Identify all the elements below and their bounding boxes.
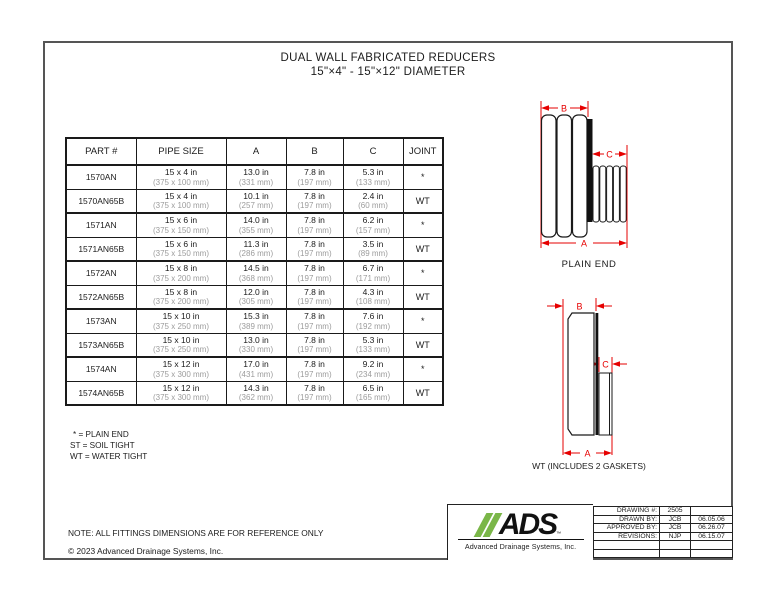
legend-soil-tight: ST = SOIL TIGHT [70,441,135,450]
title-block-cell [660,541,691,550]
dim-label-a: A [580,238,588,249]
wt-caption: WT (INCLUDES 2 GASKETS) [532,461,646,471]
title-block-cell [594,541,660,550]
col-header-part: PART # [66,138,136,165]
col-header-c: C [343,138,403,165]
table-row [66,285,443,309]
table-cell: WT [403,381,443,405]
table-cell: 7.8 in (197 mm) [286,357,343,381]
table-row [66,261,443,285]
title-block-row [594,532,733,541]
table-cell: 7.8 in (197 mm) [286,381,343,405]
title-block-cell [691,541,733,550]
table-cell: 1570AN [66,165,136,189]
table-cell: 2.4 in (60 mm) [343,189,403,213]
col-header-b: B [286,138,343,165]
table-cell: 4.3 in (108 mm) [343,285,403,309]
table-cell: 1573AN65B [66,333,136,357]
table-row [66,165,443,189]
title-block-cell: JCB [660,515,691,524]
legend-plain-end: * = PLAIN END [73,430,129,439]
table-cell: 6.2 in (157 mm) [343,213,403,237]
plain-end-caption: PLAIN END [561,259,617,270]
joint-legend [70,429,147,462]
table-cell: 17.0 in (431 mm) [226,357,286,381]
table-header-row [66,138,443,165]
title-block-row [594,515,733,524]
table-cell: 1574AN65B [66,381,136,405]
col-header-a: A [226,138,286,165]
logo-company-name: Advanced Drainage Systems, Inc. [464,542,577,551]
table-cell: 9.2 in (234 mm) [343,357,403,381]
table-cell: * [403,309,443,333]
table-cell: 13.0 in (330 mm) [226,333,286,357]
table-cell: 7.8 in (197 mm) [286,285,343,309]
table-cell: 11.3 in (286 mm) [226,237,286,261]
table-cell: * [403,213,443,237]
table-cell: 1571AN65B [66,237,136,261]
table-cell: 7.8 in (197 mm) [286,333,343,357]
title-block-cell [691,507,733,516]
table-cell: 15 x 6 in (375 x 150 mm) [136,213,226,237]
table-cell: 1572AN65B [66,285,136,309]
title-block-cell: APPROVED BY: [594,524,660,533]
table-cell: * [403,165,443,189]
table-cell: 5.3 in (133 mm) [343,165,403,189]
small-pipe-corrugations [593,166,626,222]
reducer-spec-table [65,137,444,406]
table-row [66,237,443,261]
table-cell: 7.8 in (197 mm) [286,189,343,213]
title-block-cell [691,549,733,558]
page-title [43,51,733,79]
table-cell: 7.6 in (192 mm) [343,309,403,333]
title-block-cell: NJP [660,532,691,541]
title-block-cell [660,549,691,558]
title-block-cell: 06.05.06 [691,515,733,524]
table-cell: 15.3 in (389 mm) [226,309,286,333]
table-cell: 1570AN65B [66,189,136,213]
title-block-row [594,541,733,550]
title-block-row [594,507,733,516]
title-block-cell: 06.15.07 [691,532,733,541]
bell-outline [568,313,594,435]
table-cell: * [403,261,443,285]
large-pipe-corrugations [542,115,588,237]
legend-water-tight: WT = WATER TIGHT [70,452,148,461]
trademark-symbol: ™ [556,531,562,537]
table-cell: 1573AN [66,309,136,333]
dim-label-a: A [584,448,591,459]
table-row [66,213,443,237]
table-cell: 1574AN [66,357,136,381]
table-cell: WT [403,189,443,213]
dim-label-c: C [602,359,609,370]
table-cell: 6.5 in (165 mm) [343,381,403,405]
title-block-cell: 06.26.07 [691,524,733,533]
small-pipe-outline [599,373,612,435]
table-cell: WT [403,285,443,309]
table-row [66,381,443,405]
title-block-cell: REVISIONS: [594,532,660,541]
dim-label-b: B [576,301,583,312]
table-cell: 7.8 in (197 mm) [286,237,343,261]
table-cell: 14.0 in (355 mm) [226,213,286,237]
table-cell: 15 x 10 in (375 x 250 mm) [136,333,226,357]
title-line-1: DUAL WALL FABRICATED REDUCERS [280,52,496,64]
table-cell: 15 x 4 in (375 x 100 mm) [136,189,226,213]
title-block-cell [594,549,660,558]
table-cell: * [403,357,443,381]
table-row [66,357,443,381]
reducer-transition [587,119,593,222]
col-header-pipe-size: PIPE SIZE [136,138,226,165]
table-cell: 15 x 4 in (375 x 100 mm) [136,165,226,189]
table-cell: 15 x 12 in (375 x 300 mm) [136,381,226,405]
table-cell: 3.5 in (89 mm) [343,237,403,261]
title-line-2: 15"×4" - 15"×12" DIAMETER [310,66,466,78]
plain-end-drawing [520,95,680,280]
table-cell: 6.7 in (171 mm) [343,261,403,285]
table-cell: 15 x 12 in (375 x 300 mm) [136,357,226,381]
table-row [66,309,443,333]
wt-drawing [520,293,680,478]
table-cell: 7.8 in (197 mm) [286,309,343,333]
logo-wordmark: ADS [498,508,557,541]
table-cell: 10.1 in (257 mm) [226,189,286,213]
reference-note: NOTE: ALL FITTINGS DIMENSIONS ARE FOR REFERENCE ONLY [68,528,324,538]
table-cell: 15 x 6 in (375 x 150 mm) [136,237,226,261]
table-cell: WT [403,333,443,357]
logo-box [447,504,593,560]
copyright: © 2023 Advanced Drainage Systems, Inc. [68,546,224,556]
table-cell: WT [403,237,443,261]
table-cell: 5.3 in (133 mm) [343,333,403,357]
dim-label-b: B [560,103,568,114]
table-row [66,333,443,357]
dim-label-c: C [606,149,613,160]
title-block-cell: DRAWING #: [594,507,660,516]
ads-logo [448,510,593,540]
title-block-row [594,549,733,558]
table-cell: 12.0 in (305 mm) [226,285,286,309]
table-cell: 1571AN [66,213,136,237]
table-cell: 7.8 in (197 mm) [286,165,343,189]
table-cell: 13.0 in (331 mm) [226,165,286,189]
title-block-cell: DRAWN BY: [594,515,660,524]
table-cell: 7.8 in (197 mm) [286,261,343,285]
title-block-row [594,524,733,533]
table-cell: 1572AN [66,261,136,285]
table-cell: 15 x 8 in (375 x 200 mm) [136,285,226,309]
col-header-joint: JOINT [403,138,443,165]
table-row [66,189,443,213]
title-block-cell: 2505 [660,507,691,516]
table-cell: 14.3 in (362 mm) [226,381,286,405]
table-cell: 7.8 in (197 mm) [286,213,343,237]
gasket-line [596,313,599,435]
table-cell: 15 x 10 in (375 x 250 mm) [136,309,226,333]
table-cell: 15 x 8 in (375 x 200 mm) [136,261,226,285]
table-cell: 14.5 in (368 mm) [226,261,286,285]
title-block-table [593,506,733,558]
title-block-cell: JCB [660,524,691,533]
reducer-table-body [66,165,443,405]
